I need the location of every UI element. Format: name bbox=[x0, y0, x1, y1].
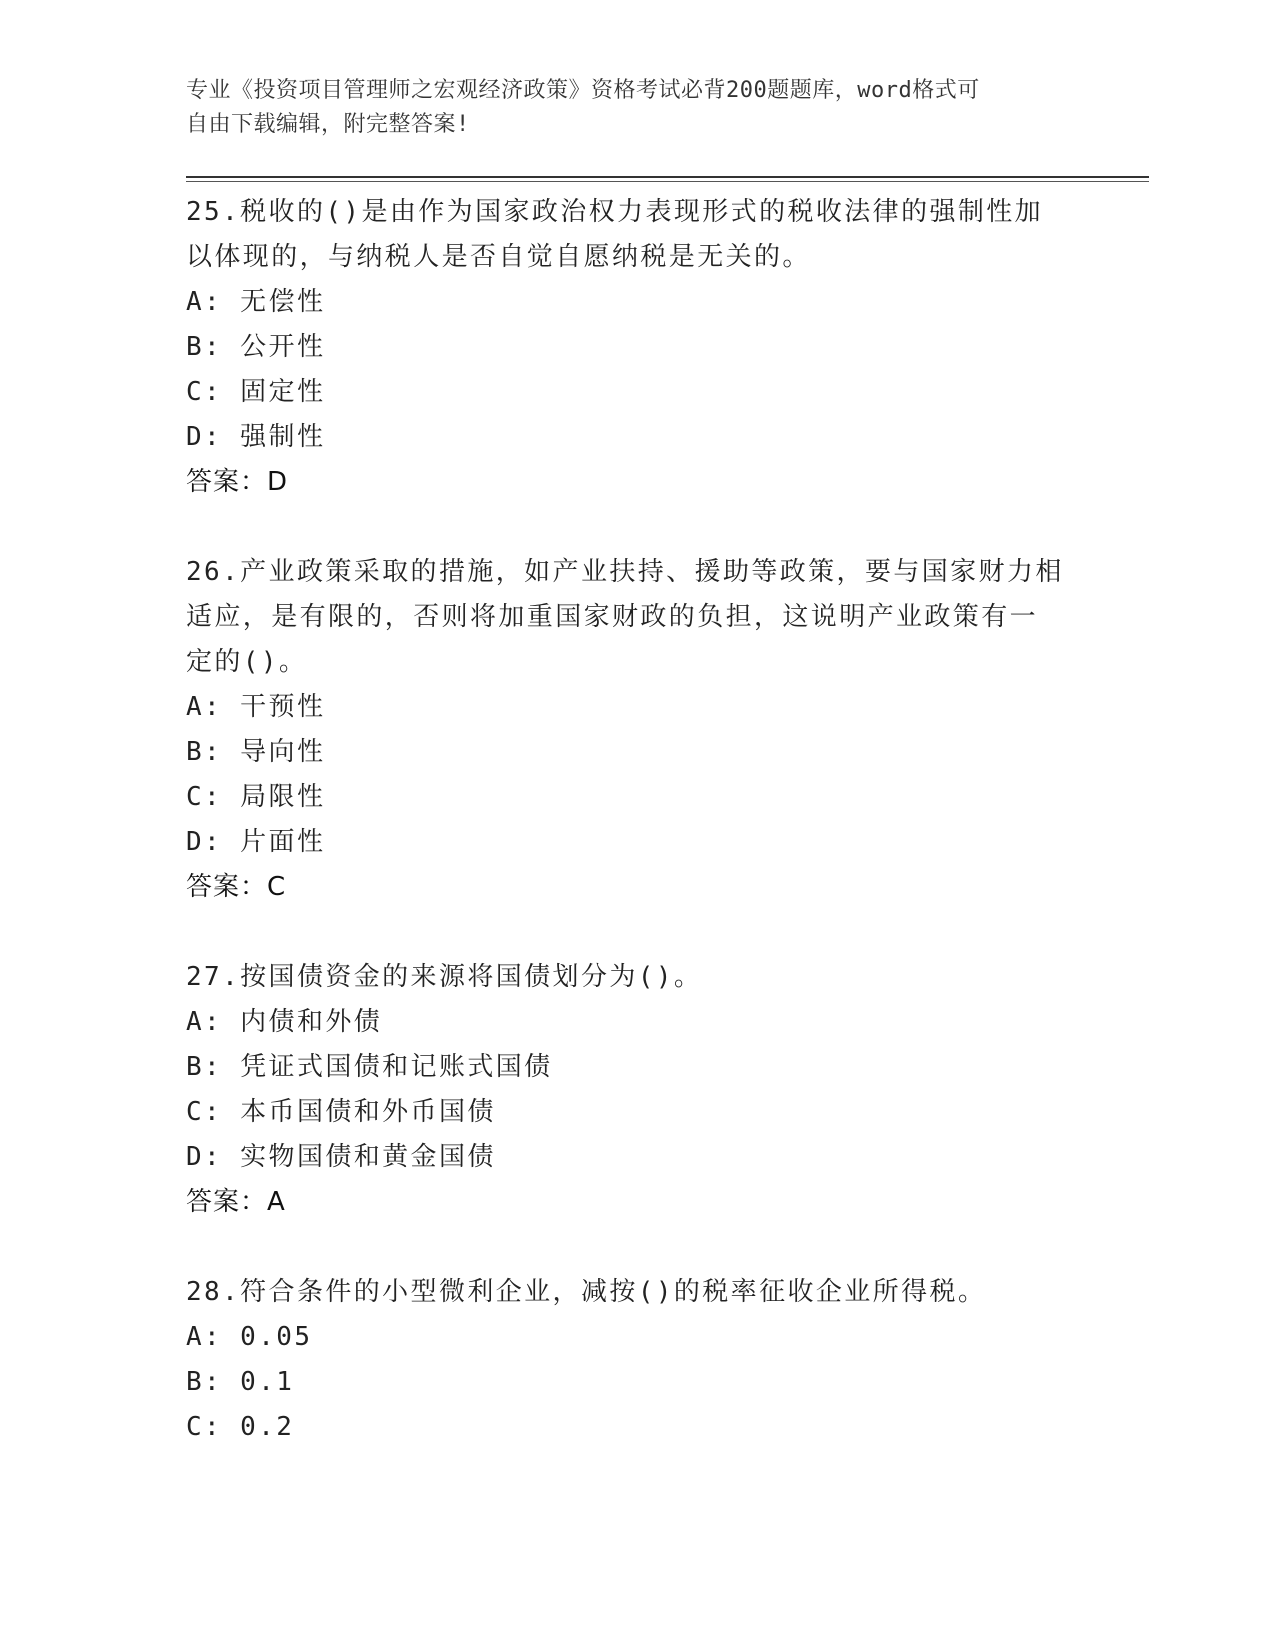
question-stem: 26.产业政策采取的措施，如产业扶持、援助等政策，要与国家财力相适应，是有限的，否则将加重国家财政的负担，这说明产业政策有一定的()。 bbox=[186, 557, 1064, 677]
option-c: C: 本币国债和外币国债 bbox=[186, 1097, 496, 1127]
question-25 bbox=[186, 190, 1086, 550]
question-stem: 25.税收的()是由作为国家政治权力表现形式的税收法律的强制性加以体现的，与纳税人是否自觉自愿纳税是无关的。 bbox=[186, 197, 1044, 272]
option-b: B: 公开性 bbox=[186, 332, 326, 362]
header-line-2: 自由下载编辑，附完整答案! bbox=[186, 112, 470, 137]
question-27 bbox=[186, 955, 1086, 1270]
question-spacer bbox=[186, 1225, 1086, 1270]
question-26 bbox=[186, 550, 1086, 955]
document-header bbox=[186, 74, 1066, 142]
option-b: B: 导向性 bbox=[186, 737, 326, 767]
option-c: C: 固定性 bbox=[186, 377, 326, 407]
answer: 答案：C bbox=[186, 872, 287, 902]
option-c: C: 0.2 bbox=[186, 1412, 295, 1442]
question-stem: 27.按国债资金的来源将国债划分为()。 bbox=[186, 962, 703, 992]
option-c: C: 局限性 bbox=[186, 782, 326, 812]
answer: 答案：D bbox=[186, 467, 289, 497]
option-a: A: 无偿性 bbox=[186, 287, 326, 317]
option-d: D: 片面性 bbox=[186, 827, 326, 857]
header-rule-thin bbox=[186, 181, 1149, 182]
option-a: A: 内债和外债 bbox=[186, 1007, 383, 1037]
option-b: B: 0.1 bbox=[186, 1367, 295, 1397]
question-28 bbox=[186, 1270, 1086, 1450]
question-stem: 28.符合条件的小型微利企业，减按()的税率征收企业所得税。 bbox=[186, 1277, 987, 1307]
header-line-1: 专业《投资项目管理师之宏观经济政策》资格考试必背200题题库，word格式可 bbox=[186, 78, 980, 103]
option-d: D: 实物国债和黄金国债 bbox=[186, 1142, 496, 1172]
question-spacer bbox=[186, 505, 1086, 550]
option-b: B: 凭证式国债和记账式国债 bbox=[186, 1052, 553, 1082]
answer: 答案：A bbox=[186, 1187, 286, 1217]
question-spacer bbox=[186, 910, 1086, 955]
question-list bbox=[186, 190, 1086, 1450]
header-rule-thick bbox=[186, 176, 1149, 178]
option-a: A: 0.05 bbox=[186, 1322, 313, 1352]
option-d: D: 强制性 bbox=[186, 422, 326, 452]
option-a: A: 干预性 bbox=[186, 692, 326, 722]
